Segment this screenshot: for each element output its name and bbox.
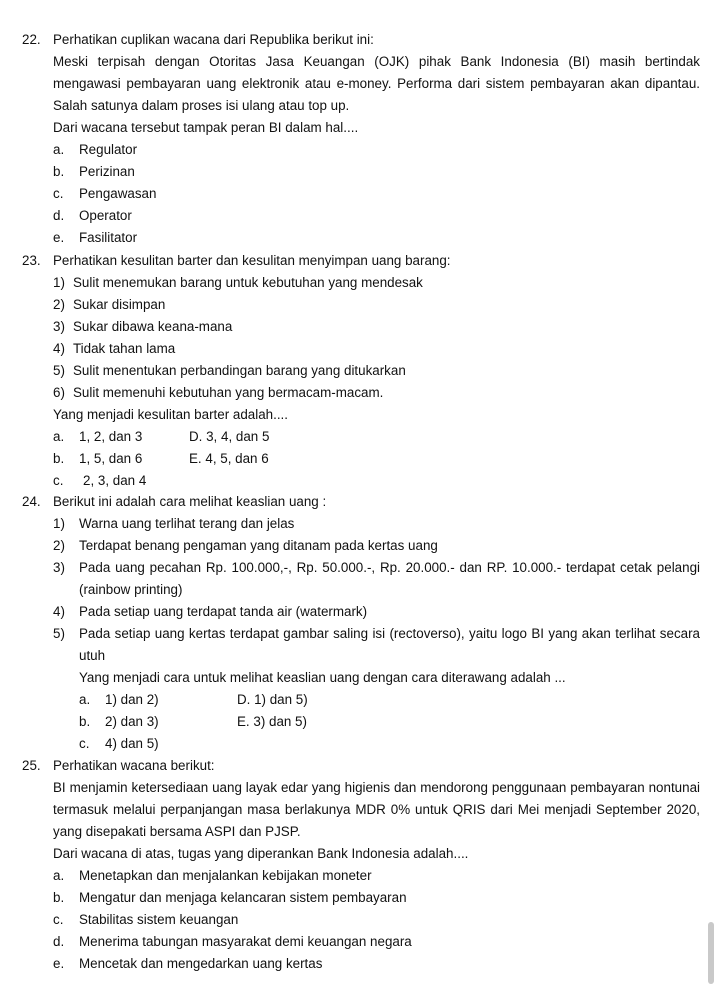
question-25 (22, 755, 700, 975)
option-e[interactable]: E. 3) dan 5) (237, 714, 307, 729)
question-number: 23. (22, 253, 41, 268)
list-item: 3) Sukar dibawa keana-mana (53, 319, 233, 334)
list-item: 4) Pada setiap uang terdapat tanda air (watermark) (53, 604, 368, 619)
list-item: 1) Sulit menemukan barang untuk kebutuhan yang mendesak (53, 275, 423, 290)
list-item: 6) Sulit memenuhi kebutuhan yang bermacam-macam. (53, 385, 384, 400)
option-e[interactable]: e. Fasilitator (53, 230, 138, 245)
options-row (53, 470, 700, 492)
question-title: Perhatikan cuplikan wacana dari Republika berikut ini: (53, 32, 374, 47)
question-24 (22, 491, 700, 755)
passage: Meski terpisah dengan Otoritas Jasa Keuangan (OJK) pihak Bank Indonesia (BI) masih bertindak mengawasi pembayaran uang elektronik atau e-money. Performa dari sistem pembayaran akan dipantau. Salah satunya dalam proses isi ulang atau top up. (53, 54, 700, 113)
option-b[interactable]: b. 1, 5, dan 6 (53, 451, 143, 466)
question-prompt: Yang menjadi kesulitan barter adalah.... (53, 407, 288, 422)
question-prompt: Dari wacana di atas, tugas yang diperankan Bank Indonesia adalah.... (53, 846, 469, 861)
question-22 (22, 29, 700, 249)
question-title: Perhatikan wacana berikut: (53, 758, 215, 773)
option-a[interactable]: a. 1, 2, dan 3 (53, 429, 143, 444)
scrollbar[interactable] (708, 922, 714, 984)
option-a[interactable]: a. 1) dan 2) (79, 692, 159, 707)
options-row (79, 689, 700, 711)
option-a[interactable]: a. Menetapkan dan menjalankan kebijakan moneter (53, 868, 372, 883)
list-item: 5) Sulit menentukan perbandingan barang yang ditukarkan (53, 363, 406, 378)
question-number: 22. (22, 32, 41, 47)
question-prompt: Yang menjadi cara untuk melihat keaslian uang dengan cara diterawang adalah ... (79, 670, 566, 685)
option-d[interactable]: D. 1) dan 5) (237, 692, 308, 707)
option-d[interactable]: d. Operator (53, 208, 132, 223)
options-row (79, 711, 700, 733)
option-a[interactable]: a. Regulator (53, 142, 138, 157)
question-title: Perhatikan kesulitan barter dan kesulitan menyimpan uang barang: (53, 253, 451, 268)
option-e[interactable]: E. 4, 5, dan 6 (189, 451, 269, 466)
option-c[interactable]: c. 2, 3, dan 4 (53, 473, 147, 488)
options-row (79, 733, 700, 755)
option-c[interactable]: c. Pengawasan (53, 186, 157, 201)
question-23 (22, 250, 700, 492)
list-item: 5) Pada setiap uang kertas terdapat gambar saling isi (rectoverso), yaitu logo BI yang akan terlihat secara utuh (53, 626, 700, 663)
option-d[interactable]: D. 3, 4, dan 5 (189, 429, 270, 444)
option-b[interactable]: b. Perizinan (53, 164, 135, 179)
question-number: 24. (22, 494, 41, 509)
option-b[interactable]: b. 2) dan 3) (79, 714, 159, 729)
list-item: 2) Sukar disimpan (53, 297, 166, 312)
list-item: 2) Terdapat benang pengaman yang ditanam pada kertas uang (53, 538, 438, 553)
question-prompt: Dari wacana tersebut tampak peran BI dalam hal.... (53, 120, 359, 135)
passage: BI menjamin ketersediaan uang layak edar yang higienis dan mendorong penggunaan pembayaran nontunai termasuk melalui perpanjangan masa berlakunya MDR 0% untuk QRIS dari Mei menjadi September 2020, yang disepakati bersama ASPI dan PJSP. (53, 780, 700, 839)
option-e[interactable]: e. Mencetak dan mengedarkan uang kertas (53, 956, 323, 971)
option-c[interactable]: c. 4) dan 5) (79, 736, 159, 751)
option-c[interactable]: c. Stabilitas sistem keuangan (53, 912, 239, 927)
options-row (53, 426, 700, 448)
list-item: 1) Warna uang terlihat terang dan jelas (53, 516, 295, 531)
option-b[interactable]: b. Mengatur dan menjaga kelancaran sistem pembayaran (53, 890, 407, 905)
option-d[interactable]: d. Menerima tabungan masyarakat demi keuangan negara (53, 934, 412, 949)
options-row (53, 448, 700, 470)
question-title: Berikut ini adalah cara melihat keaslian uang : (53, 494, 327, 509)
list-item: 3) Pada uang pecahan Rp. 100.000,-, Rp. 50.000.-, Rp. 20.000.- dan RP. 10.000.- terdapat cetak pelangi (rainbow printing) (53, 560, 700, 597)
list-item: 4) Tidak tahan lama (53, 341, 176, 356)
question-number: 25. (22, 758, 41, 773)
